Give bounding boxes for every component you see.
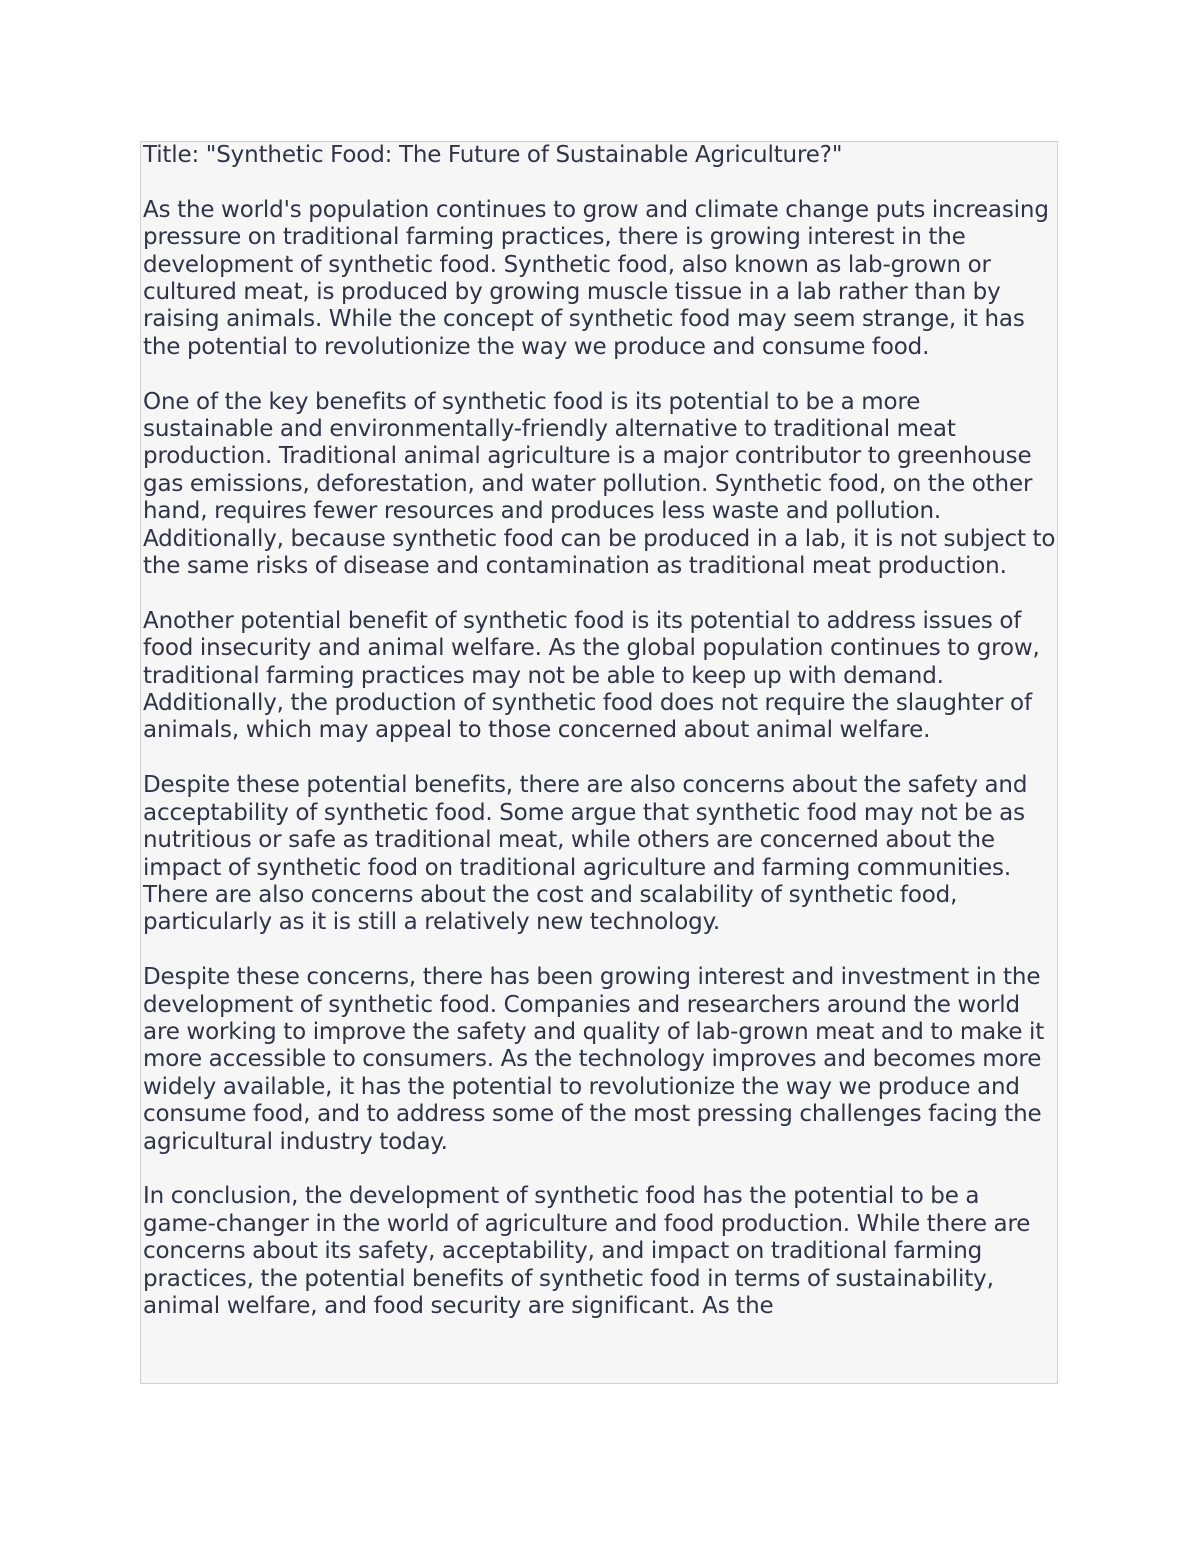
document-text (141, 142, 1057, 1320)
paragraph-food-security: Another potential benefit of synthetic food is its potential to address issues of food insecurity and animal welfare. As the global population continues to grow, traditional farming practices may not be able to keep up with demand. Additionally, the production of synthetic food does not require the slaughter of animals, which may appeal to those concerned about animal welfare. (143, 607, 1040, 744)
paragraph-concerns: Despite these potential benefits, there are also concerns about the safety and acceptability of synthetic food. Some argue that synthetic food may not be as nutritious or safe as traditional meat, while others are concerned about the impact of synthetic food on traditional agriculture and farming communities. There are also concerns about the cost and scalability of synthetic food, particularly as it is still a relatively new technology. (143, 772, 1028, 936)
document-title: Title: "Synthetic Food: The Future of Sustainable Agriculture?" (143, 142, 843, 168)
paragraph-conclusion: In conclusion, the development of synthetic food has the potential to be a game-changer in the world of agriculture and food production. While there are concerns about its safety, acceptability, and impact on traditional farming practices, the potential benefits of synthetic food in terms of sustainability, animal welfare, and food security are significant. As the (143, 1183, 1031, 1319)
paragraph-investment: Despite these concerns, there has been growing interest and investment in the development of synthetic food. Companies and researchers around the world are working to improve the safety and quality of lab-grown meat and to make it more accessible to consumers. As the technology improves and becomes more widely available, it has the potential to revolutionize the way we produce and consume food, and to address some of the most pressing challenges facing the agricultural industry today. (143, 964, 1045, 1155)
paragraph-sustainability: One of the key benefits of synthetic food is its potential to be a more sustainable and environmentally-friendly alternative to traditional meat production. Traditional animal agriculture is a major contributor to greenhouse gas emissions, deforestation, and water pollution. Synthetic food, on the other hand, requires fewer resources and produces less waste and pollution. Additionally, because synthetic food can be produced in a lab, it is not subject to the same risks of disease and contamination as traditional meat production. (143, 388, 1056, 580)
text-box (140, 141, 1058, 1384)
paragraph-intro: As the world's population continues to grow and climate change puts increasing pressure on traditional farming practices, there is growing interest in the development of synthetic food. Synthetic food, also known as lab-grown or cultured meat, is produced by growing muscle tissue in a lab rather than by raising animals. While the concept of synthetic food may seem strange, it has the potential to revolutionize the way we produce and consume food. (143, 196, 1049, 360)
